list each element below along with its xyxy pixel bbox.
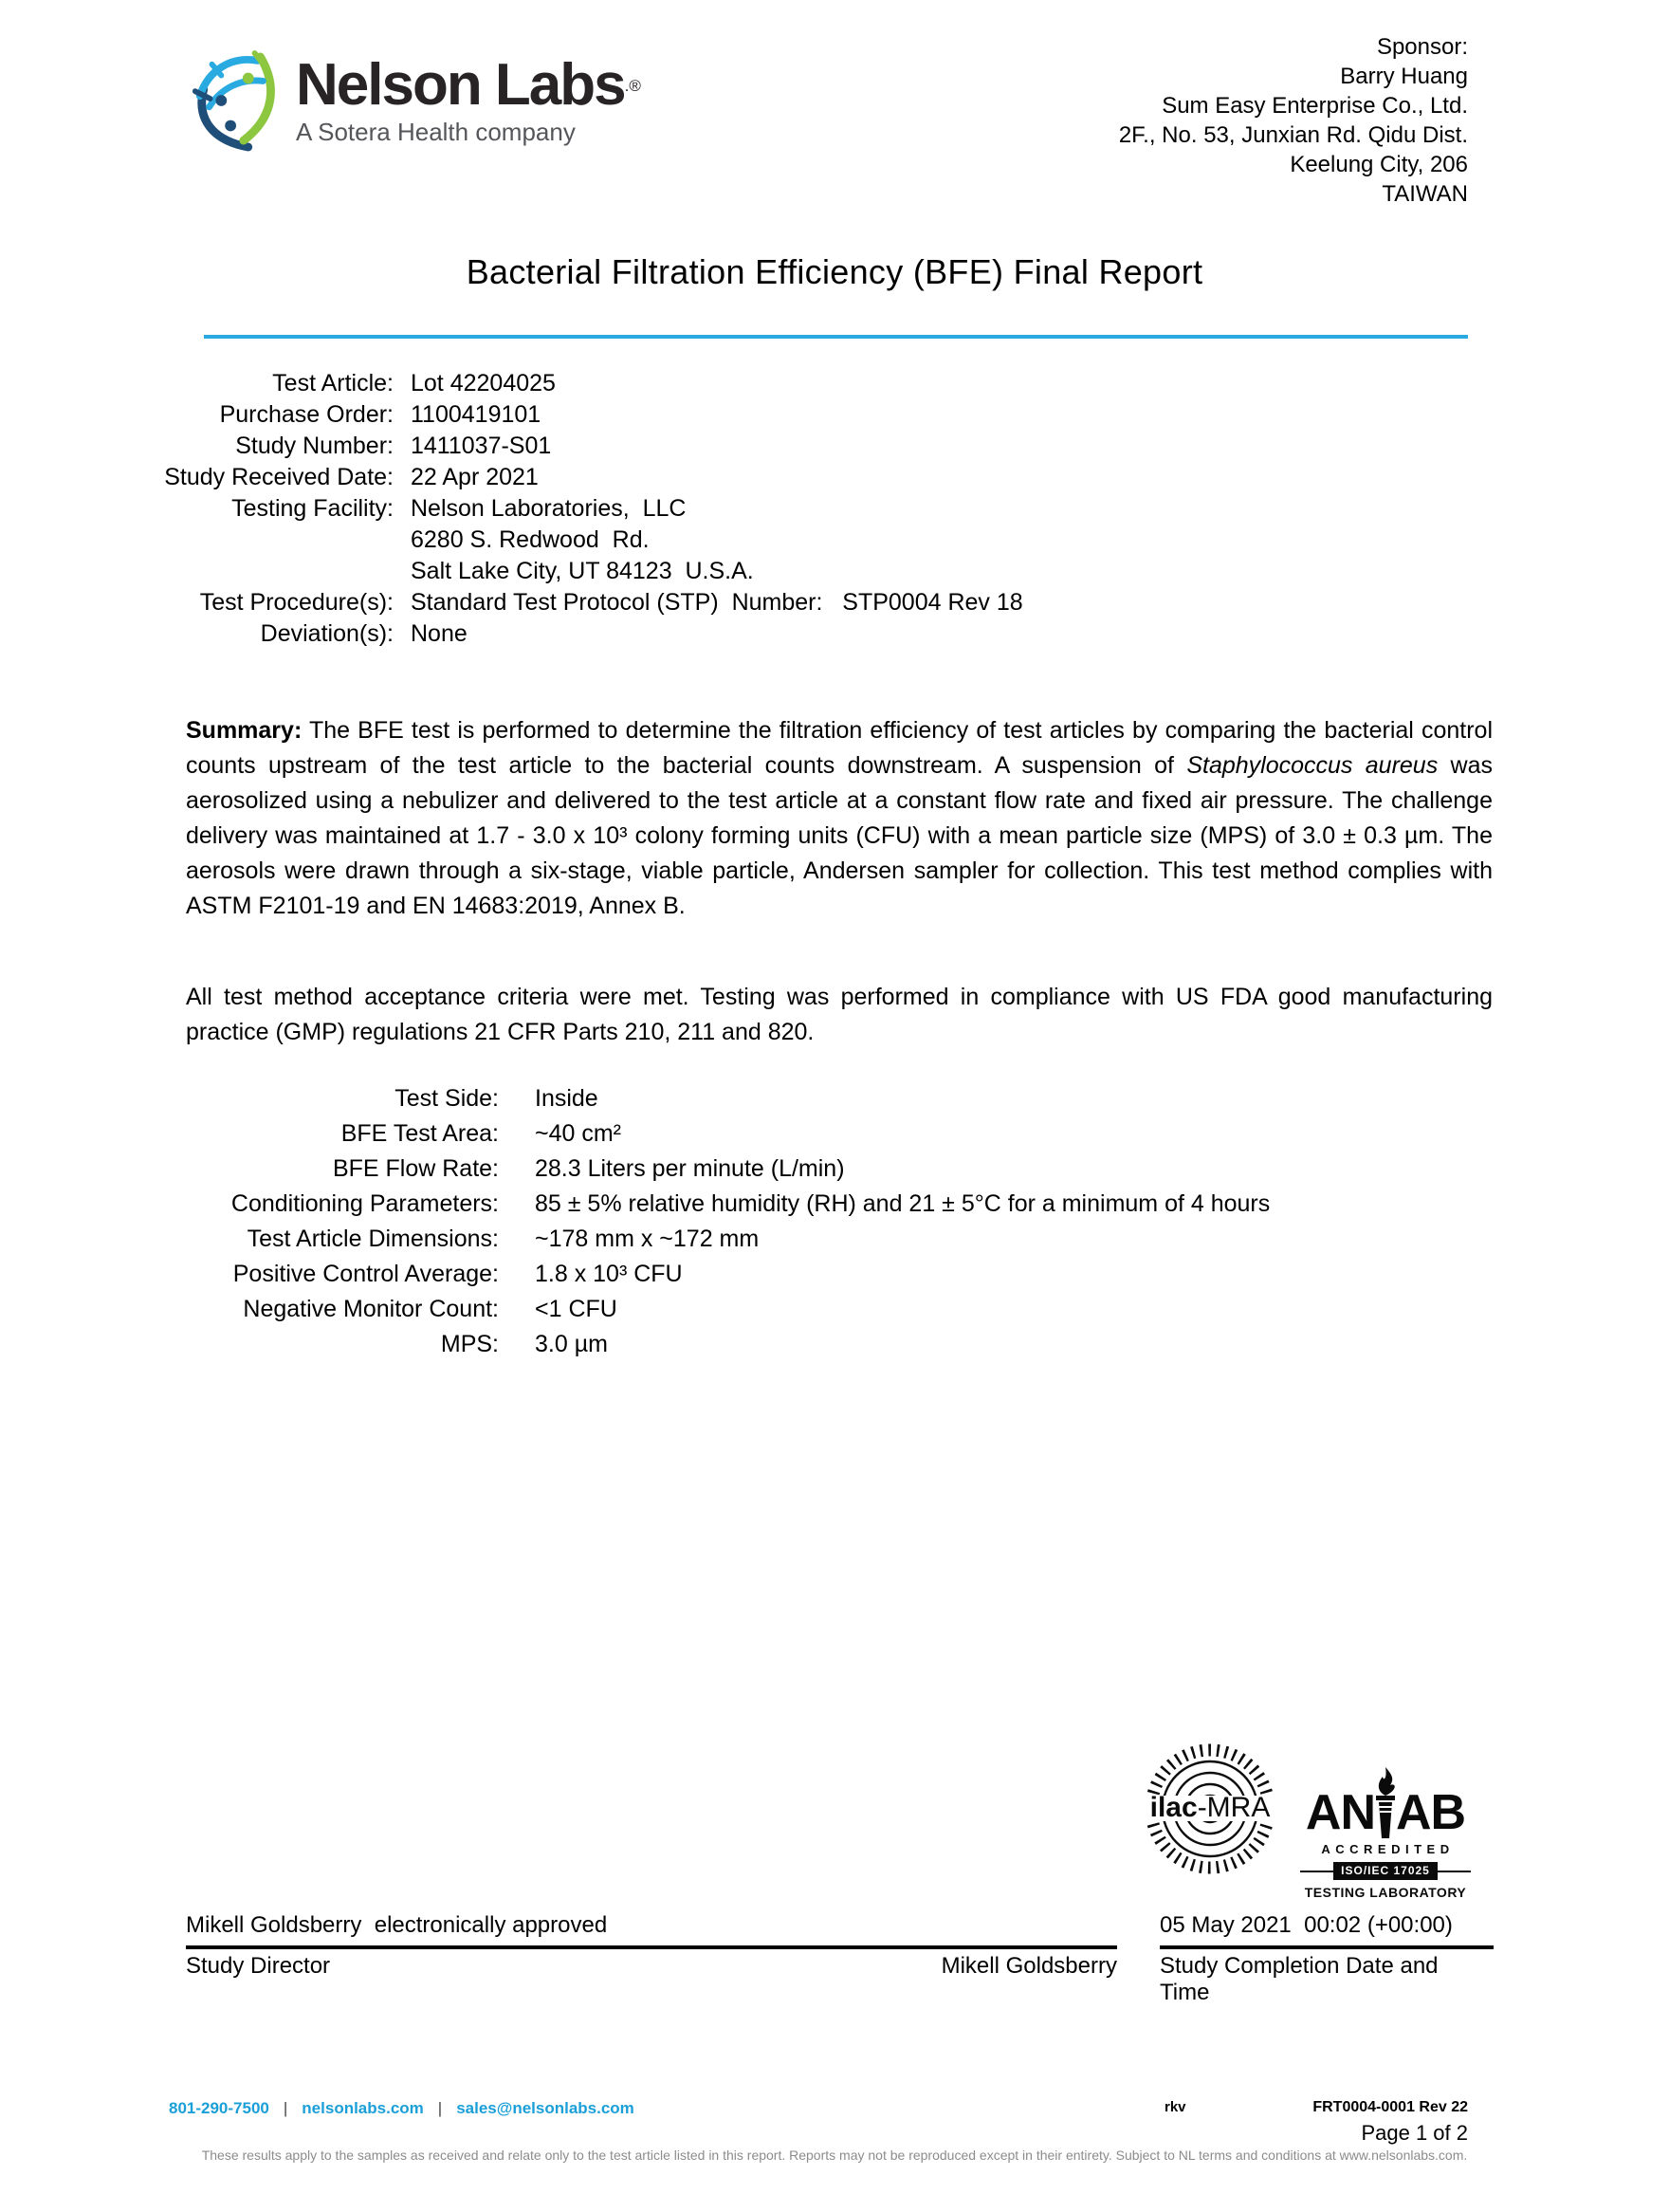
sponsor-label: Sponsor: bbox=[1376, 34, 1468, 60]
logo-tagline: A Sotera Health company bbox=[296, 118, 576, 147]
param-row-mps: MPS: 3.0 µm bbox=[440, 1331, 608, 1357]
param-row-conditioning: Conditioning Parameters: 85 ± 5% relative humidity (RH) and 21 ± 5°C for a minimum of 4 hours bbox=[230, 1190, 1271, 1217]
info-row-testing-facility: Testing Facility: Nelson Laboratories, LLC bbox=[231, 495, 687, 522]
info-row-facility-street: 6280 S. Redwood Rd. bbox=[411, 526, 650, 553]
completion-datetime: 05 May 2021 00:02 (+00:00) bbox=[1160, 1912, 1453, 1938]
completion-date-signature bbox=[1160, 1912, 1494, 2006]
footer-disclaimer: These results apply to the samples as received and relate only to the test article listed in this report. Reports may not be reproduced except in their entirety. Subject to NL terms and conditions at www.nelsonlabs.com. bbox=[201, 2147, 1468, 2163]
summary-species-italic: Staphylococcus aureus bbox=[1186, 752, 1439, 779]
info-row-facility-city: Salt Lake City, UT 84123 U.S.A. bbox=[411, 558, 754, 584]
study-director-signature bbox=[186, 1912, 1117, 2006]
footer-contact-row bbox=[169, 2099, 634, 2118]
info-row-test-procedure: Test Procedure(s): Standard Test Protocol (STP) Number: STP0004 Rev 18 bbox=[199, 589, 1023, 616]
sponsor-company: Sum Easy Enterprise Co., Ltd. bbox=[1162, 93, 1468, 119]
anab-accredited-label: ACCREDITED bbox=[1321, 1842, 1455, 1856]
nelson-labs-wordmark bbox=[296, 47, 641, 154]
signature-block bbox=[186, 1912, 1494, 2006]
sponsor-name: Barry Huang bbox=[1340, 64, 1468, 89]
anab-testing-laboratory-label: TESTING LABORATORY bbox=[1304, 1885, 1467, 1900]
study-director-label: Study Director bbox=[186, 1953, 331, 1979]
param-row-negative-monitor: Negative Monitor Count: <1 CFU bbox=[243, 1296, 617, 1322]
electronic-approval-text: Mikell Goldsberry electronically approved bbox=[186, 1912, 608, 1938]
registered-trademark: .® bbox=[624, 77, 641, 95]
anab-iso-row bbox=[1300, 1862, 1471, 1880]
info-row-test-article: Test Article: Lot 42204025 bbox=[272, 370, 556, 396]
footer-separator: | bbox=[437, 2099, 443, 2117]
page-title: Bacterial Filtration Efficiency (BFE) Final Report bbox=[466, 252, 1203, 291]
logo-name: Nelson Labs.® bbox=[296, 52, 641, 118]
footer-separator: | bbox=[283, 2099, 288, 2117]
ilac-mra-logo bbox=[1143, 1742, 1277, 1876]
test-parameters-block bbox=[186, 1081, 1270, 1362]
compliance-paragraph: All test method acceptance criteria were met. Testing was performed in compliance with US FDA good manufacturing practice (GMP) regulations 21 CFR Parts 210, 211 and 820. bbox=[186, 984, 1493, 1045]
summary-label: Summary: bbox=[186, 717, 303, 744]
study-director-name: Mikell Goldsberry bbox=[941, 1953, 1117, 1979]
anab-logo bbox=[1300, 1732, 1471, 1900]
param-row-positive-control: Positive Control Average: 1.8 x 10³ CFU bbox=[232, 1261, 683, 1287]
sponsor-city: Keelung City, 206 bbox=[1290, 152, 1468, 177]
completion-date-label: Study Completion Date and Time bbox=[1160, 1953, 1439, 2005]
nelson-labs-globe-icon bbox=[190, 47, 283, 154]
summary-text-before: The BFE test is performed to determine the filtration efficiency of test articles by comparing the bacterial control counts upstream of the test article to the bacterial counts downstream. A suspension of bbox=[186, 717, 1493, 779]
anab-torch-icon bbox=[1372, 1766, 1399, 1838]
summary-text-after: was aerosolized using a nebulizer and delivered to the test article at a constant flow rate and fixed air pressure. The challenge delivery was maintained at 1.7 - 3.0 x 10³ colony forming units (CFU) with a mean particle size (MPS) of 3.0 ± 0.3 µm. The aerosols were drawn through a six-stage, viable particle, Andersen sampler for collection. This test method complies with ASTM F2101-19 and EN 14683:2019, Annex B. bbox=[186, 752, 1494, 919]
footer-initials: rkv bbox=[1165, 2099, 1186, 2115]
footer-doc-number: FRT0004-0001 Rev 22 bbox=[1312, 2099, 1468, 2115]
footer-email-link[interactable]: sales@nelsonlabs.com bbox=[456, 2099, 634, 2117]
info-row-study-received-date: Study Received Date: 22 Apr 2021 bbox=[164, 464, 539, 490]
sponsor-street: 2F., No. 53, Junxian Rd. Qidu Dist. bbox=[1118, 122, 1468, 148]
nelson-labs-logo bbox=[190, 47, 641, 154]
summary-paragraph bbox=[186, 713, 1493, 924]
param-row-bfe-test-area: BFE Test Area: ~40 cm² bbox=[340, 1120, 622, 1147]
footer-phone: 801-290-7500 bbox=[169, 2099, 269, 2117]
anab-iso-badge: ISO/IEC 17025 bbox=[1333, 1862, 1438, 1880]
anab-wordmark: AN AB bbox=[1300, 1760, 1471, 1833]
info-row-study-number: Study Number: 1411037-S01 bbox=[235, 433, 552, 459]
info-row-purchase-order: Purchase Order: 1100419101 bbox=[219, 401, 541, 428]
title-divider bbox=[204, 335, 1468, 339]
accreditation-logos bbox=[1143, 1732, 1471, 1900]
param-row-dimensions: Test Article Dimensions: ~178 mm x ~172 mm bbox=[247, 1226, 760, 1252]
footer-website-link[interactable]: nelsonlabs.com bbox=[302, 2099, 424, 2117]
test-info-block bbox=[161, 368, 1023, 650]
param-row-test-side: Test Side: Inside bbox=[394, 1085, 598, 1112]
param-row-bfe-flow-rate: BFE Flow Rate: 28.3 Liters per minute (L/min) bbox=[332, 1155, 845, 1182]
sponsor-country: TAIWAN bbox=[1382, 181, 1468, 207]
footer-page-number: Page 1 of 2 bbox=[1361, 2121, 1468, 2145]
sponsor-block bbox=[1119, 32, 1468, 209]
info-row-deviations: Deviation(s): None bbox=[260, 620, 468, 647]
svg-text:ilac-MRA: ilac-MRA bbox=[1149, 1792, 1271, 1823]
footer-document-info bbox=[1165, 2099, 1468, 2146]
